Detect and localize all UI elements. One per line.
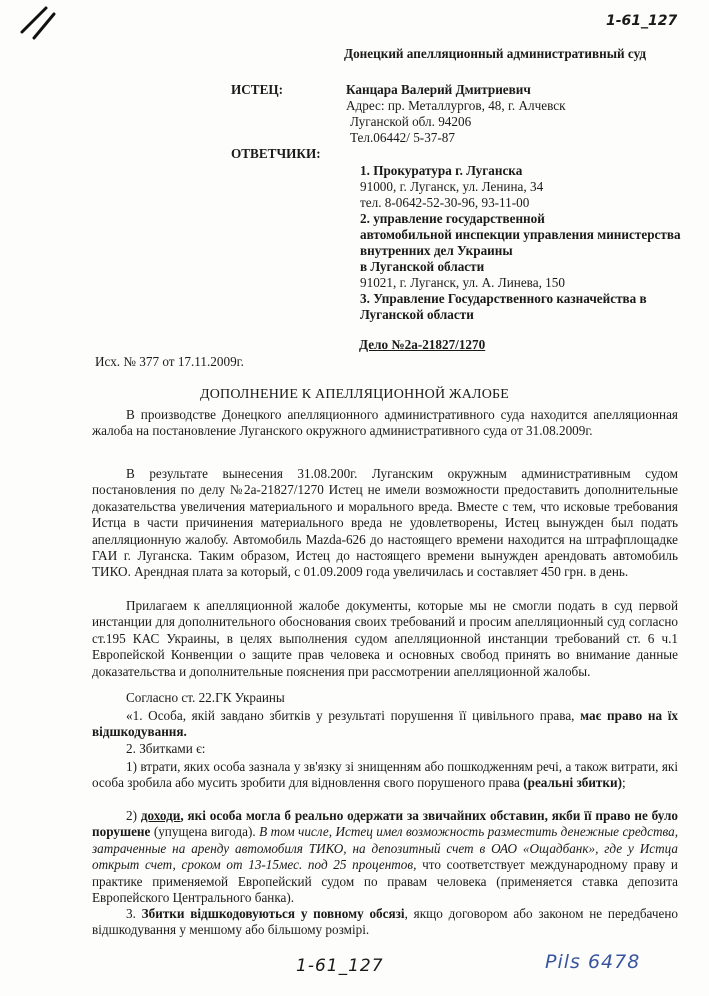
- paragraph-5: «1. Особа, якій завдано збитків у результаті порушення її цивільного права, має право на їх відшкодування.: [92, 708, 678, 740]
- defendant-2-line1: 2. управление государственной: [360, 211, 545, 226]
- corner-handwritten-number: 1-61_127: [606, 13, 678, 29]
- paragraph-8: 2) доходи, які особа могла б реально одержати за звичайних обставин, якби її право не було порушене (упущена вигода). В том числе, Истец имел возможность разместить денежные средства, затраченные на аренду автомобиля ТИКО, на депозитный счет в ОАО «Ощадбанк», где у Истца открыт счет, сроком от 13-15мес. под 25 процентов, что соответствует международному праву и практике применяемой Европейский судом по правам человека (применяется ставка депозита Европейского Центрального банка).: [92, 808, 679, 906]
- plaintiff-address-line2: Луганской обл. 94206: [350, 114, 472, 129]
- outgoing-number: Исх. № 377 от 17.11.2009г.: [95, 354, 244, 369]
- paragraph-4: Согласно ст. 22.ГК Украины: [126, 690, 285, 705]
- defendant-3-line1: 3. Управление Государственного казначейства в: [360, 291, 647, 306]
- footer-handwritten-number: 1-61_127: [296, 956, 384, 976]
- defendant-2-line3: внутренних дел Украины: [360, 243, 513, 258]
- plaintiff-phone: Тел.06442/ 5-37-87: [350, 130, 455, 145]
- defendant-2-line4: в Луганской области: [360, 259, 485, 274]
- paragraph-3: Прилагаем к апелляционной жалобе документы, которые мы не смогли подать в суд первой инстанции для дополнительного обоснования своих требований и просим апелляционный суд согласно ст.195 КАС Украины, в целях выполнения судом апелляционной инстанции требований ст. 6 ч.1 Европейской Конвенции о защите прав человека и основных свобод принять во внимание данные доказательства и дополнительные пояснения при рассмотрении апелляционной жалобы.: [92, 598, 678, 679]
- paragraph-9: 3. Збитки відшкодовуються у повному обсязі, якщо договором або законом не передбачено відшкодування у меншому або більшому розмірі.: [92, 906, 678, 938]
- defendant-1-phone: тел. 8-0642-52-30-96, 93-11-00: [360, 195, 530, 210]
- defendant-2-line2: автомобильной инспекции управления министерства: [360, 227, 681, 242]
- paragraph-1: В производстве Донецкого апелляционного административного суда находится апелляционная жалоба на постановление Луганского окружного административного суда от 31.08.2009г.: [92, 407, 678, 439]
- paragraph-6: 2. Збитками є:: [126, 741, 206, 756]
- pen-mark-slashes: [18, 2, 60, 42]
- document-title: ДОПОЛНЕНИЕ К АПЕЛЛЯЦИОННОЙ ЖАЛОБЕ: [199, 387, 510, 402]
- case-number: Дело №2а-21827/1270: [359, 337, 486, 352]
- defendant-1-address: 91000, г. Луганск, ул. Ленина, 34: [360, 179, 544, 194]
- plaintiff-name: Канцара Валерий Дмитриевич: [346, 82, 531, 97]
- defendant-1-name: 1. Прокуратура г. Луганска: [360, 163, 523, 178]
- paragraph-7: 1) втрати, яких особа зазнала у зв'язку зі знищенням або пошкодженням речі, а також витрати, які особа зробила або мусить зробити для відновлення свого порушеного права (реальні збитки);: [92, 759, 678, 791]
- court-name: Донецкий апелляционный административный суд: [344, 46, 647, 61]
- plaintiff-label: ИСТЕЦ:: [231, 82, 284, 97]
- footer-handwritten-stamp-number: Pils 6478: [545, 951, 641, 973]
- plaintiff-address-line1: Адрес: пр. Металлургов, 48, г. Алчевск: [346, 98, 566, 113]
- defendant-3-line2: Луганской области: [360, 307, 474, 322]
- defendants-label: ОТВЕТЧИКИ:: [231, 146, 321, 161]
- paragraph-2: В результате вынесения 31.08.200г. Луганским окружным административным судом постановления по делу №2а-21827/1270 Истец не имели возможности предоставить дополнительные доказательства увеличения материального и морального вреда. Вместе с тем, что исковые требования Истца в части причинения материального вреда не удовлетворены, Истец вынужден был подать апелляционную жалобу. Автомобиль Mazda-626 до настоящего времени находится на штрафплощадке ГАИ г. Луганска. Таким образом, Истец до настоящего времени вынужден арендовать автомобиль ТИКО. Арендная плата за который, с 01.09.2009 года увеличилась и составляет 450 грн. в день.: [92, 466, 678, 580]
- defendant-2-address: 91021, г. Луганск, ул. А. Линева, 150: [360, 275, 565, 290]
